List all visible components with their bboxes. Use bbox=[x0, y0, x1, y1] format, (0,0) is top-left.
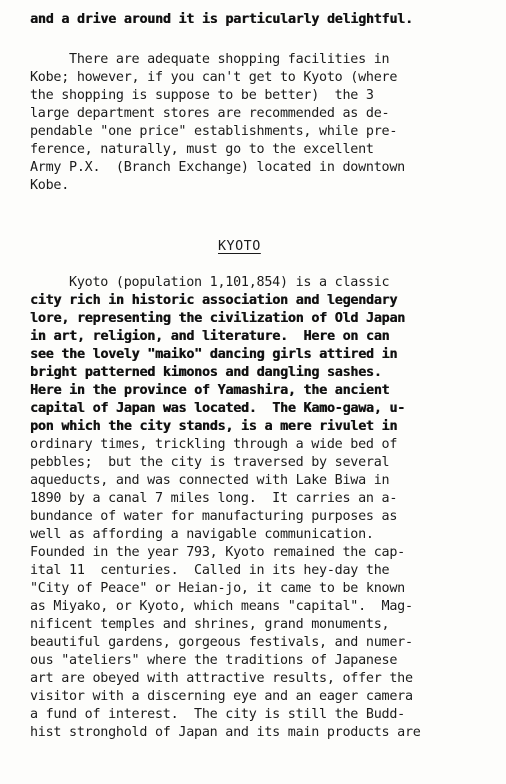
text-line: Here in the province of Yamashira, the ancient bbox=[30, 383, 390, 398]
text-line: large department stores are recommended as de- bbox=[30, 106, 390, 121]
text-line: 1890 by a canal 7 miles long. It carries an a- bbox=[30, 491, 398, 506]
text-line: visitor with a discerning eye and an eager camera bbox=[30, 689, 413, 704]
text-line: pon which the city stands, is a mere rivulet in bbox=[30, 419, 398, 434]
text-line: the shopping is suppose to be better) the 3 bbox=[30, 88, 374, 103]
text-line: ous "ateliers" where the traditions of Japanese bbox=[30, 653, 398, 668]
text-line: well as affording a navigable communication. bbox=[30, 527, 374, 542]
text-line: in art, religion, and literature. Here on can bbox=[30, 329, 390, 344]
text-line: ference, naturally, must go to the excellent bbox=[30, 142, 374, 157]
text-line: Kyoto (population 1,101,854) is a classic bbox=[30, 275, 390, 290]
text-line: as Miyako, or Kyoto, which means "capital". Mag- bbox=[30, 599, 413, 614]
text-line: Army P.X. (Branch Exchange) located in downtown bbox=[30, 160, 405, 175]
text-line: bright patterned kimonos and dangling sashes. bbox=[30, 365, 382, 380]
text-line: lore, representing the civilization of Old Japan bbox=[30, 311, 405, 326]
section-heading: KYOTO bbox=[218, 239, 261, 254]
text-line: Kobe. bbox=[30, 178, 70, 193]
text-line: a fund of interest. The city is still the Budd- bbox=[30, 707, 405, 722]
text-line: city rich in historic association and legendary bbox=[30, 293, 398, 308]
text-line: hist stronghold of Japan and its main products are bbox=[30, 725, 421, 740]
text-line: pebbles; but the city is traversed by several bbox=[30, 455, 390, 470]
text-line: Kobe; however, if you can't get to Kyoto (where bbox=[30, 70, 398, 85]
text-line: ital 11 centuries. Called in its hey-day the bbox=[30, 563, 390, 578]
text-line: art are obeyed with attractive results, offer the bbox=[30, 671, 413, 686]
text-line: bundance of water for manufacturing purposes as bbox=[30, 509, 398, 524]
text-line: There are adequate shopping facilities in bbox=[30, 52, 390, 67]
text-line: pendable "one price" establishments, while pre- bbox=[30, 124, 398, 139]
text-line: "City of Peace" or Heian-jo, it came to be known bbox=[30, 581, 405, 596]
intro-tail-line: and a drive around it is particularly delightful. bbox=[30, 12, 413, 27]
text-line: ordinary times, trickling through a wide bed of bbox=[30, 437, 398, 452]
text-line: aqueducts, and was connected with Lake Biwa in bbox=[30, 473, 390, 488]
text-line: nificent temples and shrines, grand monuments, bbox=[30, 617, 390, 632]
text-line: Founded in the year 793, Kyoto remained the cap- bbox=[30, 545, 405, 560]
text-line: see the lovely "maiko" dancing girls attired in bbox=[30, 347, 398, 362]
text-line: capital of Japan was located. The Kamo-gawa, u- bbox=[30, 401, 405, 416]
text-line: beautiful gardens, gorgeous festivals, and numer- bbox=[30, 635, 413, 650]
